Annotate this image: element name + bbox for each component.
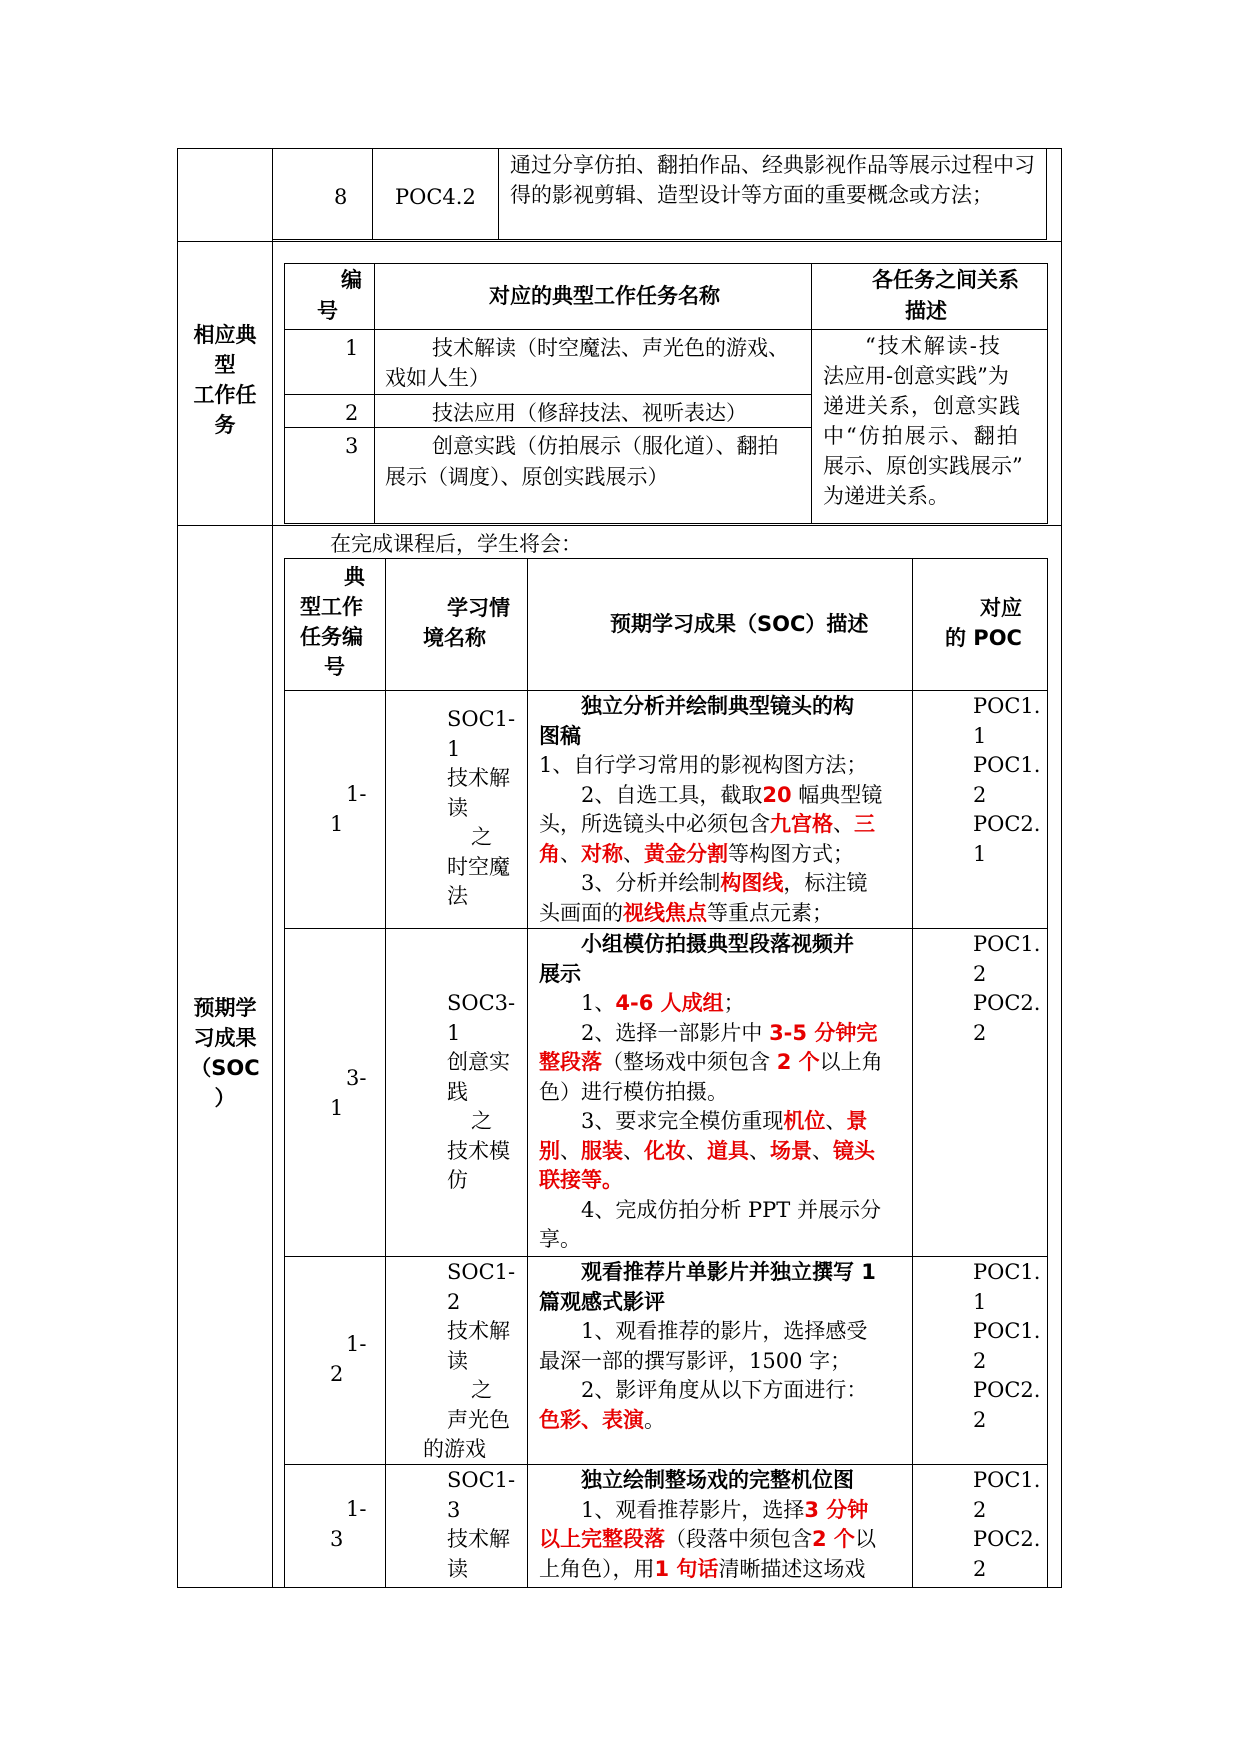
outcomes-row1-bottom: [284, 928, 1048, 929]
tasks-header-rel-2: 描述: [905, 299, 947, 323]
top-row-desc: 通过分享仿拍、翻拍作品、经典影视作品等展示过程中习得的影视剪辑、造型设计等方面的重要概念或方法；: [510, 153, 1035, 207]
tasks-table-left: [284, 263, 285, 524]
tasks-table-top: [284, 263, 1048, 264]
outcomes-section-label: 预期学 习成果 （SOC ）: [190, 996, 260, 1110]
outer-left-border: [177, 148, 178, 1588]
outcome-row1-poc: POC1. 1 POC1. 2 POC2. 1: [973, 694, 1041, 866]
top-row-code: POC4.2: [395, 185, 476, 209]
tasks-row1-num: 1: [345, 336, 359, 360]
outcomes-row2-bottom: [284, 1256, 1048, 1257]
tasks-table-bottom: [284, 523, 1048, 524]
label-column-divider: [272, 148, 273, 1588]
outer-bottom-border: [177, 1587, 1061, 1588]
tasks-row2-name-1: 技法应用（修辞技法、视听表达）: [432, 401, 747, 425]
outcome-row2-scene: SOC3- 1 创意实 践 之 技术模 仿: [447, 991, 516, 1192]
outcome-row3-scene: SOC1- 2 技术解 读 之 声光色 的游戏: [423, 1260, 516, 1461]
tasks-row2-num: 2: [345, 401, 359, 425]
outcomes-table-col2: [527, 558, 528, 1588]
outcomes-header-scene: 学习情 境名称: [423, 596, 510, 650]
outcome-row4-poc: POC1. 2 POC2. 2: [973, 1468, 1041, 1581]
outcomes-row3-bottom: [284, 1464, 1048, 1465]
tasks-row1-bottom: [284, 394, 811, 395]
outcomes-table-col1: [385, 558, 386, 1588]
outcomes-table-right: [1047, 558, 1048, 1588]
outcome-row2-poc: POC1. 2 POC2. 2: [973, 932, 1041, 1045]
tasks-header-num-2: 号: [317, 299, 338, 323]
outcomes-header-bottom: [284, 690, 1048, 691]
tasks-row3-name-1: 创意实践（仿拍展示（服化道）、翻拍: [432, 434, 779, 458]
section-divider-1: [177, 241, 1061, 242]
outcomes-table-col3: [912, 558, 913, 1588]
section-divider-2: [177, 525, 1061, 526]
outer-top-border: [177, 148, 1061, 149]
outcomes-table-left: [284, 558, 285, 1588]
tasks-row1-name-1: 技术解读（时空魔法、声光色的游戏、: [432, 336, 789, 360]
outcome-row2-task: 3- 1: [330, 1066, 367, 1120]
tasks-header-name: 对应的典型工作任务名称: [489, 284, 720, 308]
outcomes-header-task: 典 型工作 任务编 号: [300, 565, 365, 679]
outcomes-header-desc: 预期学习成果（SOC）描述: [610, 612, 869, 636]
outcome-row3-desc: 观看推荐片单影片并独立撰写 1 篇观感式影评 1、观看推荐的影片，选择感受 最深一部的撰写影评，1500 字； 2、影评角度从以下方面进行： 色彩、表演。: [539, 1260, 876, 1432]
outer-right-border: [1061, 148, 1062, 1588]
tasks-table-right: [1047, 263, 1048, 524]
top-row-divider-2: [498, 148, 499, 240]
tasks-table-header-bottom: [284, 329, 1048, 330]
outcome-row4-task: 1- 3: [330, 1497, 367, 1551]
outcome-row1-task: 1- 1: [330, 782, 367, 836]
outcome-row3-task: 1- 2: [330, 1332, 367, 1386]
outcomes-header-poc: 对应 的 POC: [945, 596, 1022, 650]
tasks-header-rel-1: 各任务之间关系: [872, 268, 1019, 292]
outcome-row1-desc: 独立分析并绘制典型镜头的构 图稿 1、自行学习常用的影视构图方法； 2、自选工具，截取20 幅典型镜 头，所选镜头中必须包含九宫格、三 角、对称、黄金分割等构图方式； 3、分析并绘制构图线，标注镜 头画面的视线焦点等重点元素；: [539, 694, 883, 925]
outcomes-intro: 在完成课程后，学生将会：: [330, 532, 582, 556]
tasks-section-label: 相应典 型 工作任 务: [193, 323, 257, 437]
tasks-table-col1: [374, 263, 375, 524]
top-row-num: 8: [334, 185, 348, 209]
tasks-row1-name-2: 戏如人生）: [385, 366, 490, 390]
outcome-row4-scene: SOC1- 3 技术解 读: [447, 1468, 516, 1581]
top-row-bottom: [272, 239, 1047, 240]
tasks-table-col2: [811, 263, 812, 524]
outcome-row1-scene: SOC1- 1 技术解 读 之 时空魔 法: [447, 707, 516, 908]
tasks-row3-num: 3: [345, 434, 359, 458]
outcome-row4-desc: 独立绘制整场戏的完整机位图 1、观看推荐影片，选择3 分钟 以上完整段落（段落中须包含2 个以 上角色），用1 句话清晰描述这场戏: [539, 1468, 876, 1581]
tasks-row3-name-2: 展示（调度）、原创实践展示）: [385, 465, 669, 489]
top-row-divider-1: [372, 148, 373, 240]
outcome-row3-poc: POC1. 1 POC1. 2 POC2. 2: [973, 1260, 1041, 1432]
tasks-relation: “技术解读-技 法应用-创意实践”为 递进关系，创意实践 中“仿拍展示、翻拍 展示、原创实践展示” 为递进关系。: [823, 334, 1023, 508]
tasks-header-num-1: 编: [341, 268, 362, 292]
top-row-divider-3: [1046, 148, 1047, 240]
outcome-row2-desc: 小组模仿拍摄典型段落视频并 展示 1、4-6 人成组； 2、选择一部影片中 3-5 分钟完 整段落（整场戏中须包含 2 个以上角 色）进行模仿拍摄。 3、要求完全模仿重现机位、景 别、服装、化妆、道具、场景、镜头 联接等。 4、完成仿拍分析 PPT 并展示分 享。: [539, 932, 883, 1251]
